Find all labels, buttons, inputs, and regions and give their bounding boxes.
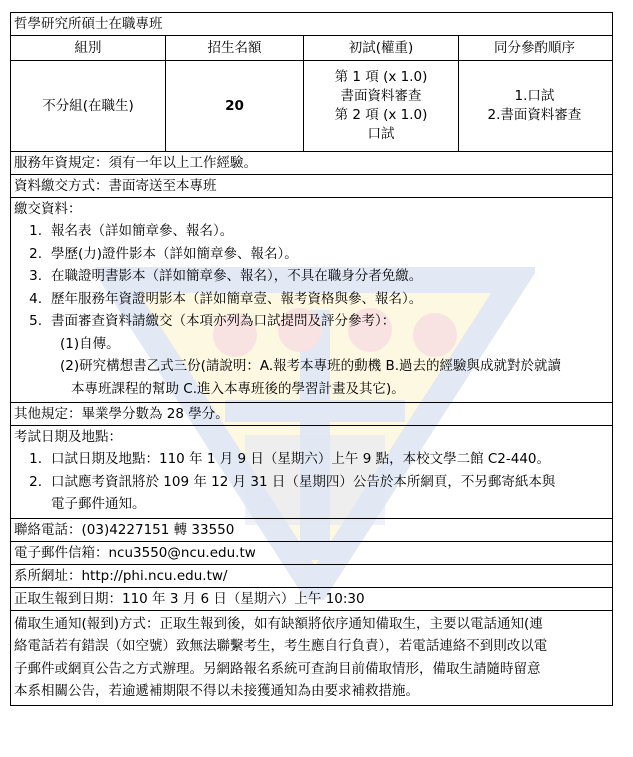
list-item: 1. 報名表（詳如簡章參、報名）。: [29, 223, 234, 239]
list-item: 4. 歷年服務年資證明影本（詳如簡章壹、報考資格與參、報名）。: [29, 290, 423, 307]
exam-line: 書面資料審查: [340, 88, 422, 104]
list-item-continuation: 電子郵件通知。: [51, 496, 146, 512]
submission-method: 資料繳交方式：書面寄送至本專班: [11, 174, 612, 197]
header-exam-weight: 初試(權重): [303, 36, 458, 60]
documents-list: [11, 220, 612, 333]
contact-phone: 聯絡電話：(03)4227151 轉 33550: [11, 518, 612, 541]
exam-section: [11, 425, 612, 518]
tiebreak-cell: [458, 61, 610, 151]
documents-heading: 繳交資料：: [14, 201, 82, 217]
waitlist-line: 本系相關公告，若逾遞補期限不得以未接獲通知為由要求補救措施。: [14, 683, 419, 699]
waitlist-line: 備取生通知(報到)方式：正取生報到後，如有缺額將依序通知備取生，主要以電話通知(連: [14, 615, 543, 632]
table-data-row: [11, 60, 612, 151]
doc-sub-item: (1)自傳。: [60, 335, 120, 352]
doc-sub-item: 本專班課程的幫助 C.進入本專班後的學習計畫及其它)。: [71, 380, 405, 397]
group-cell: 不分組(在職生): [42, 97, 134, 114]
tiebreak-line: 1.口試: [514, 88, 555, 104]
doc-sub-item: (2)研究構想書乙式三份(請說明：A.報考本專班的動機 B.過去的經驗與成就對於就讀: [60, 358, 562, 374]
exam-heading: 考試日期及地點：: [14, 429, 122, 445]
contact-email: 電子郵件信箱：ncu3550@ncu.edu.tw: [11, 541, 612, 564]
header-group: 組別: [74, 40, 102, 56]
admission-table: [10, 12, 613, 706]
exam-line: 第 2 項 (x 1.0): [334, 107, 428, 123]
list-item: 2. 學歷(力)證件影本（詳如簡章參、報名）。: [29, 245, 298, 262]
list-item: 1. 口試日期及地點：110 年 1 月 9 日（星期六）上午 9 點，本校文學二館 C2-440。: [29, 451, 551, 467]
other-rules: 其他規定：畢業學分數為 28 學分。: [11, 402, 612, 425]
exam-line: 口試: [367, 126, 395, 142]
tiebreak-line: 2.書面資料審查: [487, 107, 582, 123]
waitlist-line: 子郵件或網頁公告之方式辦理。另網路報名系統可查詢目前備取情形，備取生請隨時留意: [14, 660, 541, 677]
report-date: 正取生報到日期：110 年 3 月 6 日（星期六）上午 10:30: [11, 587, 612, 610]
exam-weight-cell: [303, 61, 458, 151]
service-years-rule: 服務年資規定：須有一年以上工作經驗。: [11, 151, 612, 174]
exam-line: 第 1 項 (x 1.0): [334, 69, 428, 85]
program-title: 哲學研究所碩士在職專班: [14, 16, 163, 32]
list-item: 2. 口試應考資訊將於 109 年 12 月 31 日（星期四）公告於本所網頁，不另郵寄紙本與: [29, 473, 556, 490]
table-header-row: [11, 35, 612, 60]
header-tiebreak: 同分參酌順序: [458, 36, 610, 60]
list-item: 5. 書面審查資料請繳交（本項亦列為口試提問及評分參考）：: [29, 313, 396, 329]
list-item: 3. 在職證明書影本（詳如簡章參、報名），不具在職身分者免繳。: [29, 268, 423, 284]
department-website: 系所網址：http://phi.ncu.edu.tw/: [11, 564, 612, 587]
documents-section: [11, 197, 612, 402]
waitlist-line: 絡電話若有錯誤（如空號）致無法聯繫考生，考生應自行負責），若電話連絡不到則改以電: [14, 638, 548, 654]
quota-cell: 20: [165, 61, 303, 151]
waitlist-notice: [11, 610, 612, 705]
header-quota: 招生名額: [165, 36, 303, 60]
